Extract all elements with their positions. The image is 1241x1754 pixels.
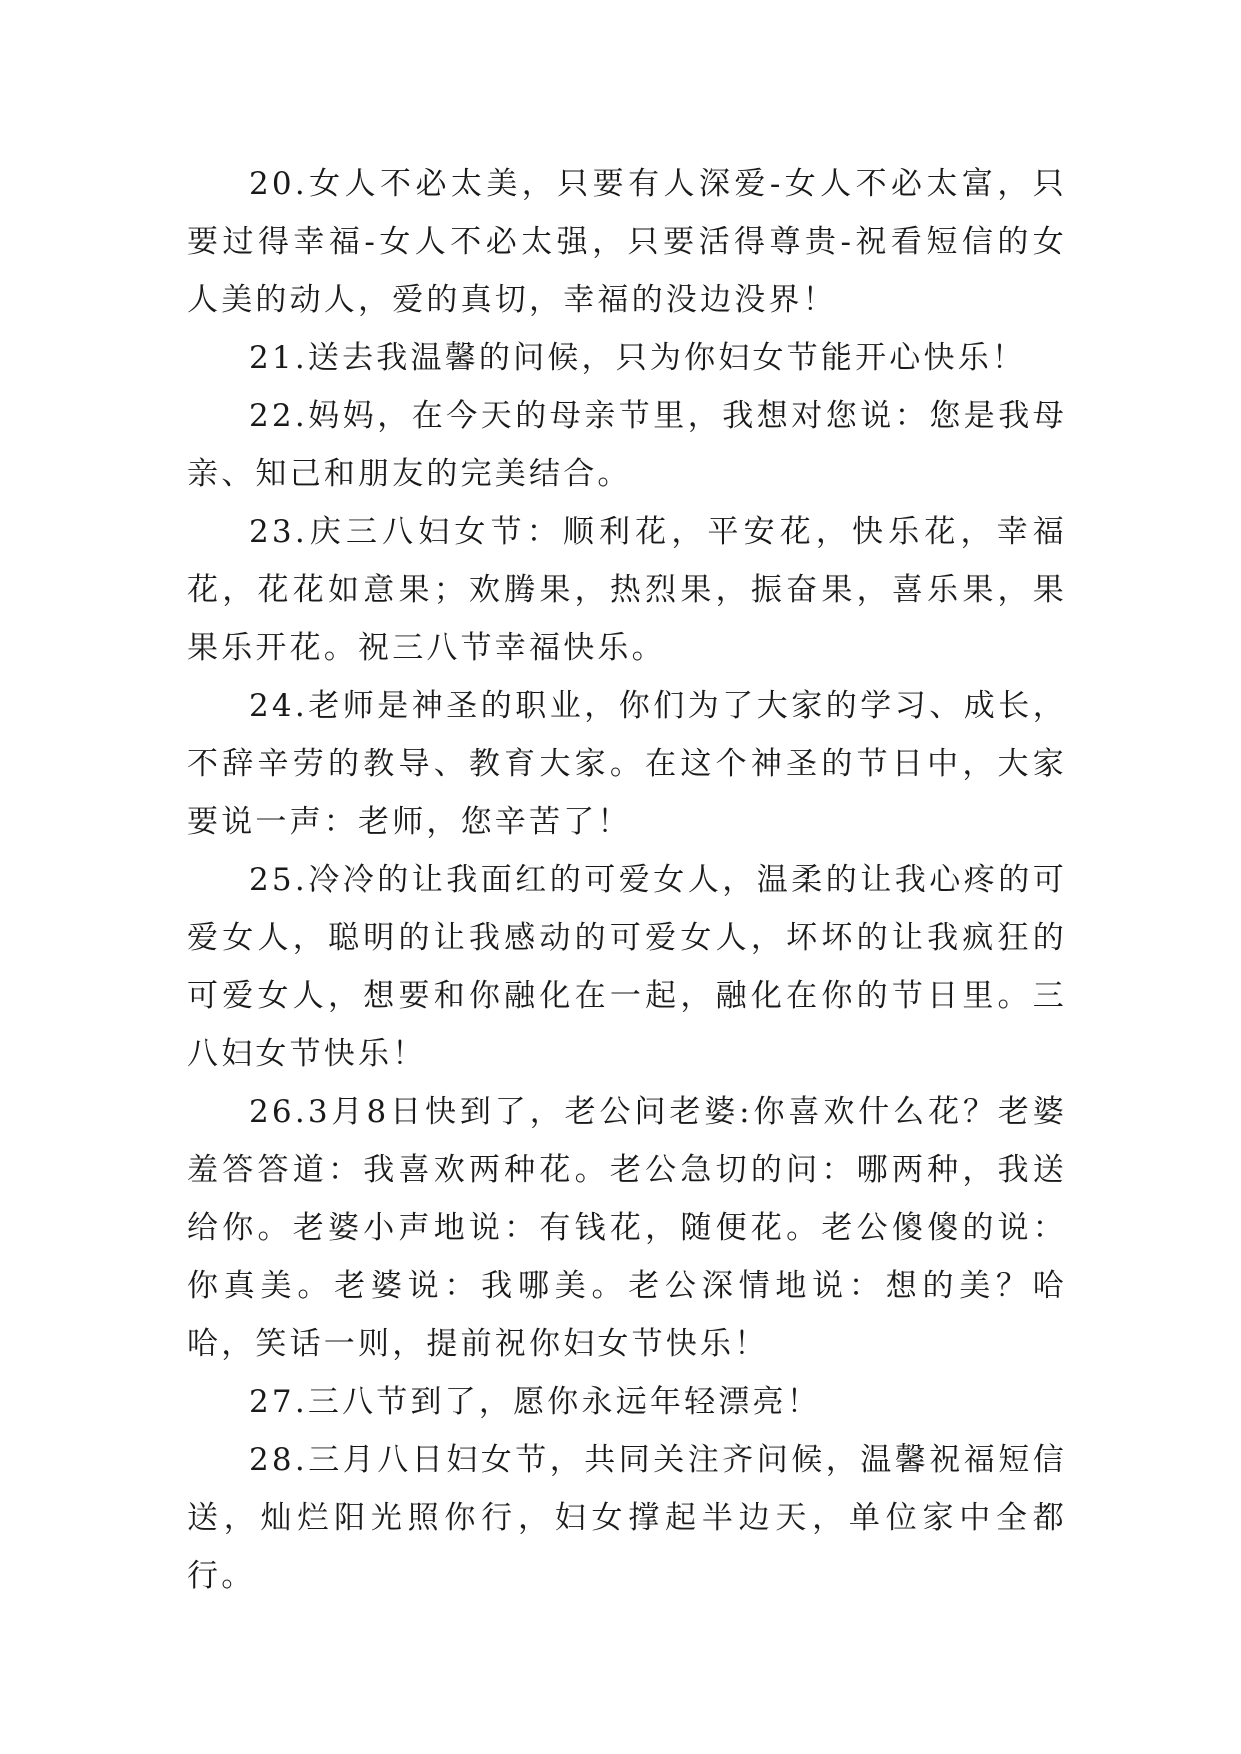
- paragraph-24: 24.老师是神圣的职业，你们为了大家的学习、成长，不辞辛劳的教导、教育大家。在这个神圣的节日中，大家要说一声：老师，您辛苦了！: [187, 688, 1067, 840]
- paragraph-27: 27.三八节到了，愿你永远年轻漂亮！: [249, 1384, 821, 1420]
- paragraph-22: 22.妈妈，在今天的母亲节里，我想对您说：您是我母亲、知己和朋友的完美结合。: [187, 398, 1067, 492]
- paragraph-26: 26.3月8日快到了，老公问老婆:你喜欢什么花？老婆羞答答道：我喜欢两种花。老公急切的问：哪两种，我送给你。老婆小声地说：有钱花，随便花。老公傻傻的说：你真美。老婆说：我哪美。老公深情地说：想的美？哈哈，笑话一则，提前祝你妇女节快乐！: [187, 1094, 1067, 1362]
- paragraph-20: 20.女人不必太美，只要有人深爱-女人不必太富，只要过得幸福-女人不必太强，只要活得尊贵-祝看短信的女人美的动人，爱的真切，幸福的没边没界！: [187, 166, 1067, 318]
- document-body: [187, 155, 1067, 1605]
- paragraph-23: 23.庆三八妇女节：顺利花，平安花，快乐花，幸福花，花花如意果；欢腾果，热烈果，振奋果，喜乐果，果果乐开花。祝三八节幸福快乐。: [187, 514, 1067, 666]
- paragraph-28: 28.三月八日妇女节，共同关注齐问候，温馨祝福短信送，灿烂阳光照你行，妇女撑起半边天，单位家中全都行。: [187, 1442, 1067, 1594]
- paragraph-21: 21.送去我温馨的问候，只为你妇女节能开心快乐！: [249, 340, 1027, 376]
- paragraph-25: 25.冷冷的让我面红的可爱女人，温柔的让我心疼的可爱女人，聪明的让我感动的可爱女人，坏坏的让我疯狂的可爱女人，想要和你融化在一起，融化在你的节日里。三八妇女节快乐！: [187, 862, 1067, 1072]
